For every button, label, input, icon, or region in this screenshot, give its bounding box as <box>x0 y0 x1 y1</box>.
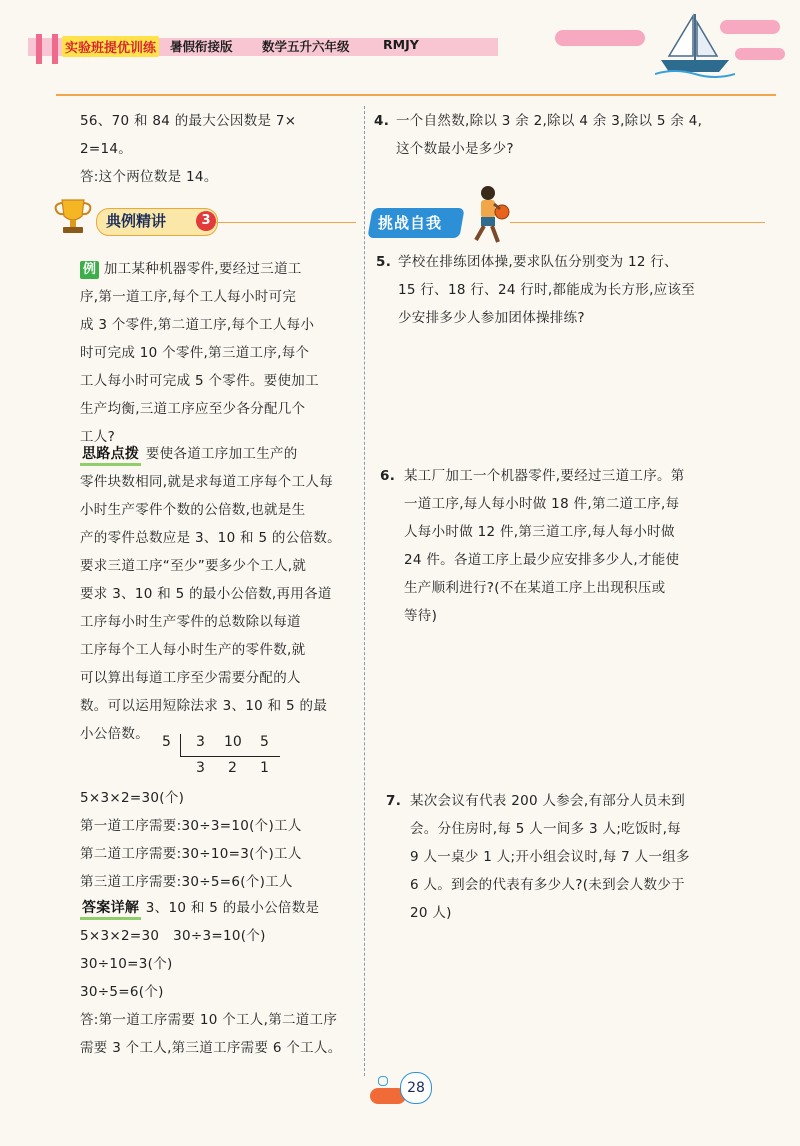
calc-line: 5×3×2=30(个) <box>80 790 185 806</box>
hint-line: 产的零件总数应是 3、10 和 5 的公倍数。 <box>80 530 341 546</box>
hint-line: 零件块数相同,就是求每道工序每个工人每 <box>80 474 333 490</box>
question-number: 6. <box>380 468 396 484</box>
section-title: 典例精讲 <box>106 212 167 230</box>
brand-title: 实验班提优训练 <box>62 36 159 57</box>
calc-line: 第二道工序需要:30÷10=3(个)工人 <box>80 846 302 862</box>
division-top: 3 <box>196 734 205 750</box>
division-bar <box>180 734 181 756</box>
basketball-player-icon <box>464 184 510 246</box>
division-top: 5 <box>260 734 269 750</box>
prev-answer-line: 56、70 和 84 的最大公因数是 7× <box>80 113 297 129</box>
hint-block <box>80 440 365 748</box>
question-6 <box>404 462 774 630</box>
hint-line: 要使各道工序加工生产的 <box>145 446 298 462</box>
hint-line: 工序每小时生产零件的总数除以每道 <box>80 614 301 630</box>
question-line: 生产顺利进行?(不在某道工序上出现积压或 <box>404 580 666 596</box>
answer-line: 30÷5=6(个) <box>80 984 164 1000</box>
example-tag: 例 <box>80 261 99 279</box>
question-line: 6 人。到会的代表有多少人?(未到会人数少于 <box>410 877 685 893</box>
calc-line: 第三道工序需要:30÷5=6(个)工人 <box>80 874 293 890</box>
question-line: 这个数最小是多少? <box>396 141 514 157</box>
example-line: 加工某种机器零件,要经过三道工 <box>103 261 302 277</box>
question-4 <box>396 107 776 163</box>
subject-label: 数学五升六年级 <box>262 39 350 54</box>
question-line: 9 人一桌少 1 人;开小组会议时,每 7 人一组多 <box>410 849 690 865</box>
division-bottom: 3 <box>196 760 205 776</box>
hint-line: 工序每个工人每小时生产的零件数,就 <box>80 642 306 658</box>
example-line: 序,第一道工序,每个工人每小时可完 <box>80 289 297 305</box>
header-rule <box>56 94 776 96</box>
question-line: 会。分住房时,每 5 人一间多 3 人;吃饭时,每 <box>410 821 681 837</box>
question-line: 等待) <box>404 608 438 624</box>
challenge-rule <box>510 222 765 223</box>
calc-block <box>80 784 365 896</box>
hint-label: 思路点拨 <box>80 445 141 466</box>
trophy-icon <box>52 196 94 236</box>
question-line: 24 件。各道工序上最少应安排多少人,才能使 <box>404 552 680 568</box>
short-division <box>160 732 290 780</box>
hint-line: 要求 3、10 和 5 的最小公倍数,再用各道 <box>80 586 332 602</box>
answer-line: 答:第一道工序需要 10 个工人,第二道工序 <box>80 1012 338 1028</box>
example-line: 工人? <box>80 429 116 445</box>
sailboat-icon <box>655 12 735 78</box>
division-bottom: 1 <box>260 760 269 776</box>
question-number: 5. <box>376 254 392 270</box>
example-line: 生产均衡,三道工序应至少各分配几个 <box>80 401 306 417</box>
question-line: 人每小时做 12 件,第三道工序,每人每小时做 <box>404 524 675 540</box>
prev-answer-line: 2=14。 <box>80 141 133 157</box>
prev-answer-conclusion: 答:这个两位数是 14。 <box>80 169 218 185</box>
division-bottom: 2 <box>228 760 237 776</box>
example-line: 工人每小时可完成 5 个零件。要使加工 <box>80 373 319 389</box>
hint-line: 要求三道工序“至少”要多少个工人,就 <box>80 558 307 574</box>
question-line: 某次会议有代表 200 人参会,有部分人员未到 <box>410 793 686 809</box>
answer-line: 30÷10=3(个) <box>80 956 173 972</box>
answer-line: 5×3×2=30 30÷3=10(个) <box>80 928 266 944</box>
example-line: 成 3 个零件,第二道工序,每个工人每小 <box>80 317 315 333</box>
question-line: 20 人) <box>410 905 452 921</box>
example-line: 时可完成 10 个零件,第三道工序,每个 <box>80 345 310 361</box>
code-label: RMJY <box>383 37 419 52</box>
cloud-decoration <box>555 30 645 46</box>
question-5 <box>398 248 773 332</box>
bubble-icon <box>378 1076 388 1086</box>
answer-label: 答案详解 <box>80 899 141 920</box>
edition-label: 暑假衔接版 <box>170 39 233 54</box>
question-7 <box>410 787 775 927</box>
calc-line: 第一道工序需要:30÷3=10(个)工人 <box>80 818 302 834</box>
challenge-title: 挑战自我 <box>378 214 443 232</box>
hint-line: 小公倍数。 <box>80 726 149 742</box>
answer-block <box>80 894 365 1062</box>
hint-line: 可以算出每道工序至少需要分配的人 <box>80 670 301 686</box>
division-top: 10 <box>224 734 242 750</box>
question-line: 一道工序,每人每小时做 18 件,第二道工序,每 <box>404 496 680 512</box>
question-line: 某工厂加工一个机器零件,要经过三道工序。第 <box>404 468 685 484</box>
section-rule <box>216 222 356 223</box>
question-line: 一个自然数,除以 3 余 2,除以 4 余 3,除以 5 余 4, <box>396 113 703 129</box>
example-block <box>80 255 360 451</box>
question-number: 4. <box>374 113 390 129</box>
question-line: 少安排多少人参加团体操排练? <box>398 310 585 326</box>
question-line: 学校在排练团体操,要求队伍分别变为 12 行、 <box>398 254 678 270</box>
hint-line: 数。可以运用短除法求 3、10 和 5 的最 <box>80 698 328 714</box>
section-number-badge: 3 <box>196 211 216 231</box>
division-line <box>180 756 280 757</box>
hint-line: 小时生产零件个数的公倍数,也就是生 <box>80 502 306 518</box>
question-number: 7. <box>386 793 402 809</box>
division-divisor: 5 <box>162 734 171 750</box>
header-mark-icon <box>36 34 58 64</box>
page-number: 28 <box>400 1072 432 1104</box>
answer-line: 需要 3 个工人,第三道工序需要 6 个工人。 <box>80 1040 342 1056</box>
question-line: 15 行、18 行、24 行时,都能成为长方形,应该至 <box>398 282 696 298</box>
answer-line: 3、10 和 5 的最小公倍数是 <box>145 900 320 916</box>
cloud-decoration <box>735 48 785 60</box>
